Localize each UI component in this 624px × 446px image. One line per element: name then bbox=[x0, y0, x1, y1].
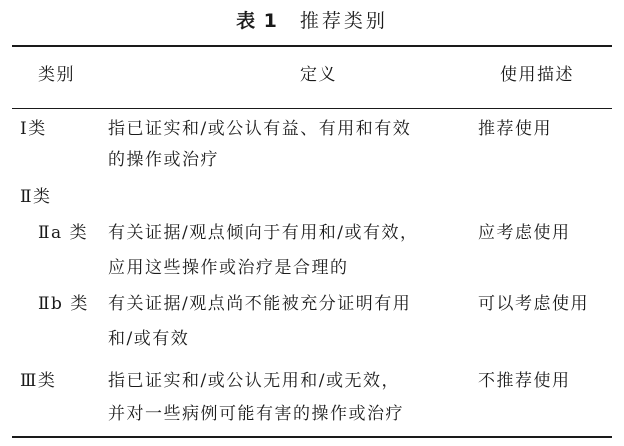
row-class-2a-usage: 应考虑使用 bbox=[478, 223, 571, 243]
row-class-2b-definition-line-2: 和/或有效 bbox=[108, 329, 190, 349]
row-class-3-usage: 不推荐使用 bbox=[478, 371, 571, 391]
row-class-2b-category: Ⅱb 类 bbox=[38, 294, 89, 314]
row-class-1-category: Ⅰ类 bbox=[20, 119, 47, 139]
row-class-3-definition-line-1: 指已证实和/或公认无用和/或无效， bbox=[108, 371, 400, 391]
row-class-1-definition-line-1: 指已证实和/或公认有益、有用和有效 bbox=[108, 119, 412, 139]
row-class-2a-category: Ⅱa 类 bbox=[38, 223, 89, 243]
top-rule bbox=[12, 45, 612, 47]
row-class-3-definition-line-2: 并对一些病例可能有害的操作或治疗 bbox=[108, 404, 404, 424]
bottom-rule bbox=[12, 436, 612, 438]
header-rule bbox=[12, 108, 612, 109]
table-title bbox=[0, 6, 624, 33]
row-class-2b-definition-line-1: 有关证据/观点尚不能被充分证明有用 bbox=[108, 294, 412, 314]
header-category: 类别 bbox=[38, 65, 75, 85]
header-usage: 使用描述 bbox=[500, 65, 574, 85]
table-number: 表 1 bbox=[236, 10, 278, 32]
table-name: 推荐类别 bbox=[299, 10, 388, 32]
row-class-2-category: Ⅱ类 bbox=[20, 187, 52, 207]
header-definition: 定义 bbox=[300, 65, 337, 85]
row-class-2a-definition-line-1: 有关证据/观点倾向于有用和/或有效， bbox=[108, 223, 419, 243]
row-class-2b-usage: 可以考虑使用 bbox=[478, 294, 589, 314]
row-class-1-usage: 推荐使用 bbox=[478, 119, 552, 139]
row-class-3-category: Ⅲ类 bbox=[20, 371, 57, 391]
row-class-2a-definition-line-2: 应用这些操作或治疗是合理的 bbox=[108, 258, 349, 278]
row-class-1-definition-line-2: 的操作或治疗 bbox=[108, 150, 219, 170]
